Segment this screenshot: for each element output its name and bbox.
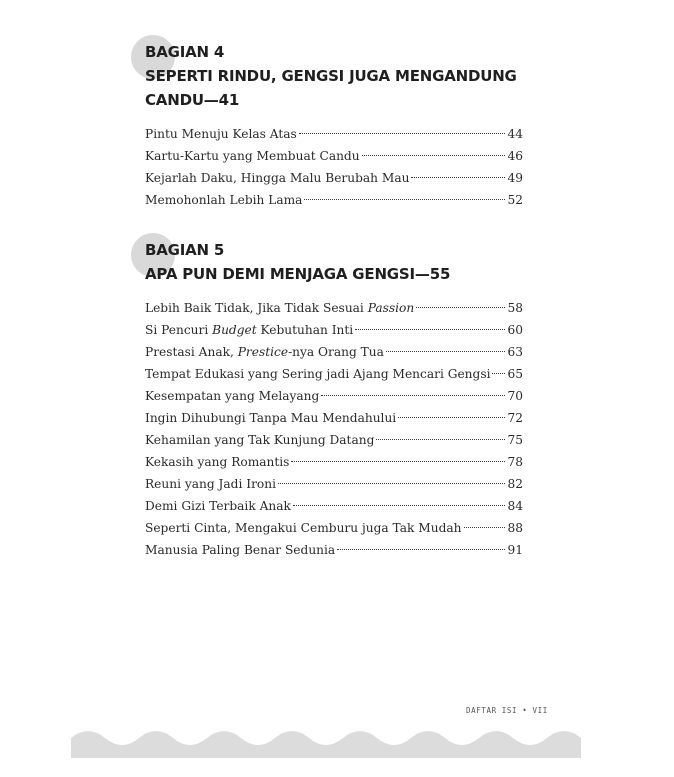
section-title-line: CANDU—41 <box>145 91 240 109</box>
toc-dot-leader <box>337 549 505 550</box>
toc-entry-page: 65 <box>507 367 523 381</box>
toc-entry-title-text: Ingin Dihubungi Tanpa Mau Mendahului <box>145 411 397 425</box>
toc-entry-title <box>145 123 297 145</box>
toc-entry-page: 82 <box>507 477 523 491</box>
toc-entry[interactable] <box>145 297 523 319</box>
toc-entry-title-text: Manusia Paling Benar Sedunia <box>145 543 336 557</box>
page-footer: DAFTAR ISI • VII <box>466 706 548 715</box>
toc-entry[interactable] <box>145 189 523 211</box>
section-heading <box>145 238 523 286</box>
toc-entry-page: 70 <box>507 389 523 403</box>
toc-entry-title <box>145 363 490 385</box>
toc-entry-title-text: Reuni yang Jadi Ironi <box>145 477 276 491</box>
toc-entry-title <box>145 451 289 473</box>
wave-shape <box>71 731 581 758</box>
toc-entry-page: 91 <box>507 543 523 557</box>
toc-entry-page: 88 <box>507 521 523 535</box>
toc-entry[interactable] <box>145 473 523 495</box>
toc-dot-leader <box>304 199 505 200</box>
toc-dot-leader <box>492 373 505 374</box>
toc-entry-title-text: Kehamilan yang Tak Kunjung Datang <box>145 433 375 447</box>
toc-entry[interactable] <box>145 407 523 429</box>
toc-entry-title-text: Kesempatan yang Melayang <box>145 389 320 403</box>
section-heading <box>145 40 523 112</box>
toc-dot-leader <box>416 307 505 308</box>
toc-entry-title-text: Pintu Menuju Kelas Atas <box>145 127 297 141</box>
toc-entry-title-text: Lebih Baik Tidak, Jika Tidak Sesuai <box>145 301 368 315</box>
section-label: BAGIAN 5 <box>145 241 225 259</box>
toc-entry[interactable] <box>145 341 523 363</box>
toc-entry[interactable] <box>145 451 523 473</box>
toc-dot-leader <box>386 351 506 352</box>
toc-entry-title-text: Kekasih yang Romantis <box>145 455 290 469</box>
toc-dot-leader <box>293 505 506 506</box>
toc-entry-title-text: Demi Gizi Terbaik Anak <box>145 499 291 513</box>
toc-entry-page: 44 <box>507 127 523 141</box>
toc-entry[interactable] <box>145 363 523 385</box>
toc-entry-title-italic: Passion <box>367 301 415 315</box>
toc-entry-title <box>145 167 409 189</box>
toc-entry-page: 84 <box>507 499 523 513</box>
toc-entry-title-text: Kebutuhan Inti <box>256 323 354 337</box>
toc-entry-title-text: Memohonlah Lebih Lama <box>145 193 303 207</box>
section-label: BAGIAN 4 <box>145 43 225 61</box>
toc-entry-page: 46 <box>507 149 523 163</box>
toc-entry-title-italic: Budget <box>212 323 257 337</box>
toc-entry-title-italic: Prestice <box>237 345 289 359</box>
toc-entry-title <box>145 385 319 407</box>
toc-entry-page: 78 <box>507 455 523 469</box>
toc-entry-title-text: Prestasi Anak, <box>145 345 238 359</box>
toc-list <box>145 297 523 561</box>
toc-entry-page: 52 <box>507 193 523 207</box>
toc-entry-title <box>145 495 291 517</box>
toc-entry-title-text: Tempat Edukasi yang Sering jadi Ajang Mencari Gengsi <box>145 367 491 381</box>
toc-dot-leader <box>321 395 505 396</box>
toc-entry-title-text: Kartu-Kartu yang Membuat Candu <box>145 149 360 163</box>
toc-entry[interactable] <box>145 167 523 189</box>
wave-decoration <box>71 728 581 758</box>
toc-dot-leader <box>278 483 505 484</box>
toc-dot-leader <box>355 329 505 330</box>
toc-dot-leader <box>299 133 506 134</box>
toc-entry[interactable] <box>145 385 523 407</box>
section-bagian-4 <box>145 40 523 211</box>
section-title-line: SEPERTI RINDU, GENGSI JUGA MENGANDUNG <box>145 67 517 85</box>
section-title-line: APA PUN DEMI MENJAGA GENGSI—55 <box>145 265 451 283</box>
toc-entry[interactable] <box>145 517 523 539</box>
section-bagian-5 <box>145 238 523 561</box>
toc-dot-leader <box>291 461 505 462</box>
toc-entry[interactable] <box>145 145 523 167</box>
toc-entry-title <box>145 297 414 319</box>
toc-entry-title <box>145 429 374 451</box>
toc-entry-title <box>145 539 335 561</box>
toc-entry-title <box>145 189 302 211</box>
toc-entry-title <box>145 319 353 341</box>
toc-dot-leader <box>362 155 506 156</box>
toc-entry-title-text: Seperti Cinta, Mengakui Cemburu juga Tak Mudah <box>145 521 462 535</box>
toc-entry-page: 49 <box>507 171 523 185</box>
toc-entry[interactable] <box>145 123 523 145</box>
toc-entry-page: 75 <box>507 433 523 447</box>
toc-list <box>145 123 523 211</box>
toc-entry-title <box>145 517 462 539</box>
toc-entry-title-text: -nya Orang Tua <box>288 345 384 359</box>
toc-entry[interactable] <box>145 429 523 451</box>
toc-entry-title <box>145 407 396 429</box>
toc-entry-title <box>145 145 360 167</box>
toc-entry[interactable] <box>145 539 523 561</box>
toc-dot-leader <box>411 177 505 178</box>
toc-entry[interactable] <box>145 319 523 341</box>
toc-dot-leader <box>376 439 505 440</box>
toc-entry-page: 60 <box>507 323 523 337</box>
toc-entry-page: 63 <box>507 345 523 359</box>
toc-entry-title-text: Kejarlah Daku, Hingga Malu Berubah Mau <box>145 171 410 185</box>
toc-entry-page: 58 <box>507 301 523 315</box>
toc-dot-leader <box>398 417 505 418</box>
toc-entry[interactable] <box>145 495 523 517</box>
toc-entry-title-text: Si Pencuri <box>145 323 213 337</box>
toc-entry-title <box>145 341 384 363</box>
toc-dot-leader <box>464 527 506 528</box>
toc-entry-title <box>145 473 276 495</box>
toc-entry-page: 72 <box>507 411 523 425</box>
